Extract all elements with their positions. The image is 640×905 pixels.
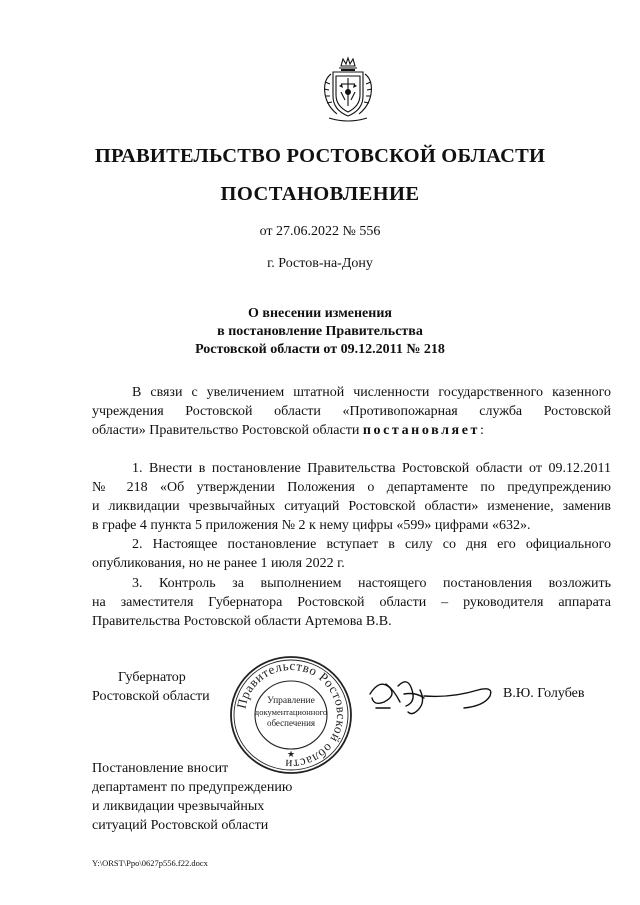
item-1-line: № 218 «Об утверждении Положения о департаменте по предупреждению xyxy=(92,480,611,495)
government-title: ПРАВИТЕЛЬСТВО РОСТОВСКОЙ ОБЛАСТИ xyxy=(94,145,546,167)
document-city: г. Ростов-на-Дону xyxy=(267,256,373,271)
stamp-star-icon: ★ xyxy=(286,749,296,759)
submitter-line: Постановление вносит xyxy=(92,761,229,776)
handwritten-signature xyxy=(360,672,500,722)
item-2-line: опубликования, но не ранее 1 июля 2022 г. xyxy=(92,556,345,571)
stamp-center-text: обеспечения xyxy=(266,718,316,728)
document-type: ПОСТАНОВЛЕНИЕ xyxy=(220,183,420,205)
preamble-colon: : xyxy=(480,423,484,438)
document-subject xyxy=(0,305,640,359)
preamble-line xyxy=(92,422,611,440)
item-3-line: на заместителя Губернатора Ростовской области – руководителя аппарата xyxy=(92,595,611,610)
stamp-center-text: Управление xyxy=(267,696,315,706)
preamble-text: области» Правительство Ростовской области xyxy=(92,423,363,438)
item-1-line: в графе 4 пункта 5 приложения № 2 к нему цифры «599» цифрами «632». xyxy=(92,518,531,533)
preamble-line: В связи с увеличением штатной численности государственного казенного xyxy=(132,385,611,400)
submitter-line: департамент по предупреждению xyxy=(92,780,293,795)
item-3-line: Правительства Ростовской области Артемова В.В. xyxy=(92,614,392,629)
subject-line: О внесении изменения xyxy=(248,306,392,321)
decree-keyword: постановляет xyxy=(362,423,480,438)
stamp-center-text: документационного xyxy=(254,707,328,717)
subject-line: Ростовской области от 09.12.2011 № 218 xyxy=(195,342,445,357)
stamp-ring-text: Правительство Ростовской области xyxy=(233,657,350,773)
signatory-region: Ростовской области xyxy=(92,689,210,704)
rostov-coat-of-arms-icon xyxy=(319,56,377,124)
file-path: Y:\ORST\Ppo\0627p556.f22.docx xyxy=(92,858,208,868)
signatory-title: Губернатор xyxy=(118,670,186,685)
preamble-line: учреждения Ростовской области «Противопожарная служба Ростовской xyxy=(92,404,611,419)
document-date-number: от 27.06.2022 № 556 xyxy=(259,224,381,239)
item-1-line: и ликвидации чрезвычайных ситуаций Ростовской области» изменение, заменив xyxy=(92,499,611,514)
item-1-line: 1. Внести в постановление Правительства Ростовской области от 09.12.2011 xyxy=(132,461,611,476)
signatory-name: В.Ю. Голубев xyxy=(503,686,585,701)
official-stamp-seal xyxy=(226,654,356,776)
submitter-line: и ликвидации чрезвычайных xyxy=(92,799,265,814)
submitter-line: ситуаций Ростовской области xyxy=(92,818,269,833)
item-3-line: 3. Контроль за выполнением настоящего постановления возложить xyxy=(132,576,611,591)
item-2-line: 2. Настоящее постановление вступает в силу со дня его официального xyxy=(132,537,611,552)
subject-line: в постановление Правительства xyxy=(217,324,423,339)
